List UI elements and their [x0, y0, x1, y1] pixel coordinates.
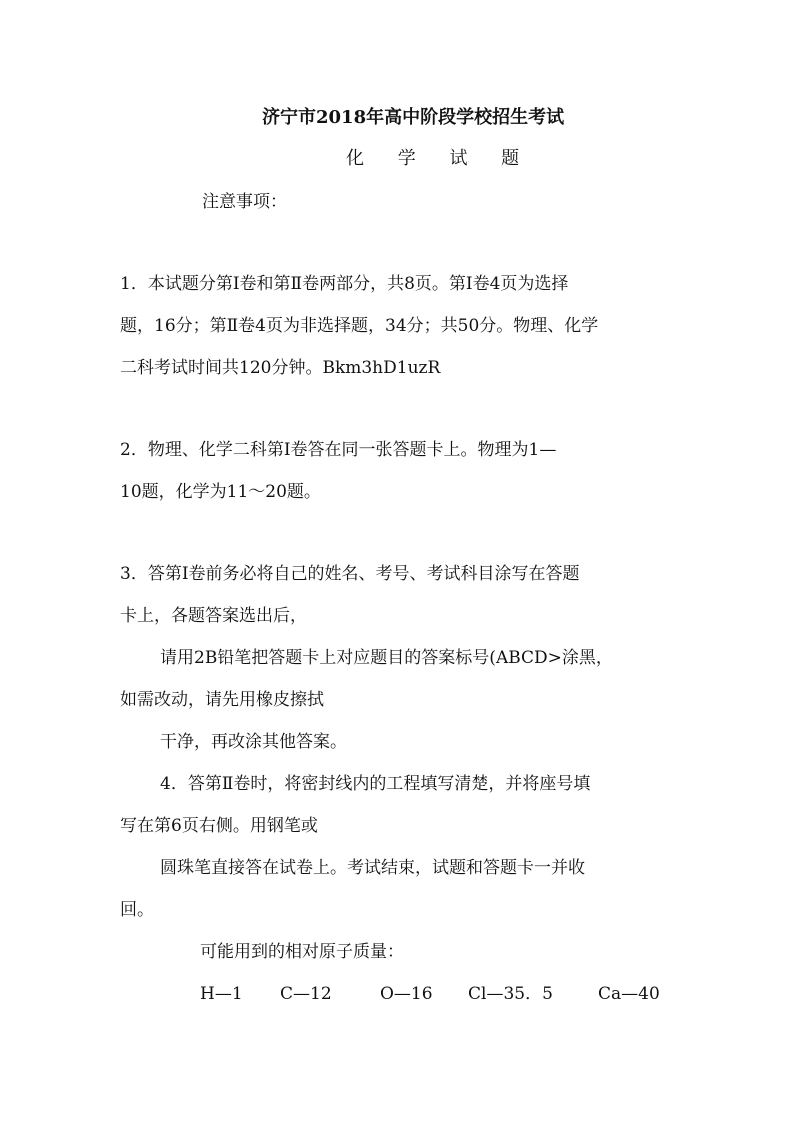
- notice-line: 2．物理、化学二科第Ⅰ卷答在同一张答题卡上。物理为1—: [120, 440, 557, 460]
- notice-line: 圆珠笔直接答在试卷上。考试结束，试题和答题卡一并收: [160, 858, 585, 878]
- notice-line: 回。: [120, 900, 154, 920]
- atomic-mass-o: O—16: [380, 984, 433, 1004]
- atomic-mass-cl: Cl—35．5: [468, 984, 553, 1004]
- atomic-mass-c: C—12: [280, 984, 332, 1004]
- notice-heading: 注意事项：: [202, 192, 287, 212]
- notice-line: 1．本试题分第Ⅰ卷和第Ⅱ卷两部分，共8页。第Ⅰ卷4页为选择: [120, 274, 569, 294]
- atomic-mass-h: H—1: [200, 984, 243, 1004]
- notice-line: 二科考试时间共120分钟。Bkm3hD1uzR: [120, 358, 441, 378]
- notice-line: 写在第6页右侧。用钢笔或: [120, 816, 318, 836]
- exam-title: 济宁市2018年高中阶段学校招生考试: [262, 107, 565, 128]
- notice-line: 题，16分；第Ⅱ卷4页为非选择题，34分；共50分。物理、化学: [120, 316, 599, 336]
- atomic-mass-heading: 可能用到的相对原子质量：: [200, 942, 404, 962]
- subject-title: 化 学 试 题: [346, 148, 534, 169]
- notice-line: 10题，化学为11～20题。: [120, 482, 321, 502]
- notice-line: 如需改动，请先用橡皮擦拭: [120, 690, 324, 710]
- notice-line: 卡上，各题答案选出后，: [120, 606, 307, 626]
- notice-line: 请用2B铅笔把答题卡上对应题目的答案标号(ABCD>涂黑，: [160, 648, 613, 668]
- notice-line: 3．答第Ⅰ卷前务必将自己的姓名、考号、考试科目涂写在答题: [120, 564, 580, 584]
- notice-line: 干净，再改涂其他答案。: [160, 732, 347, 752]
- atomic-mass-ca: Ca—40: [598, 984, 660, 1004]
- notice-line: 4．答第Ⅱ卷时，将密封线内的工程填写清楚，并将座号填: [160, 774, 591, 794]
